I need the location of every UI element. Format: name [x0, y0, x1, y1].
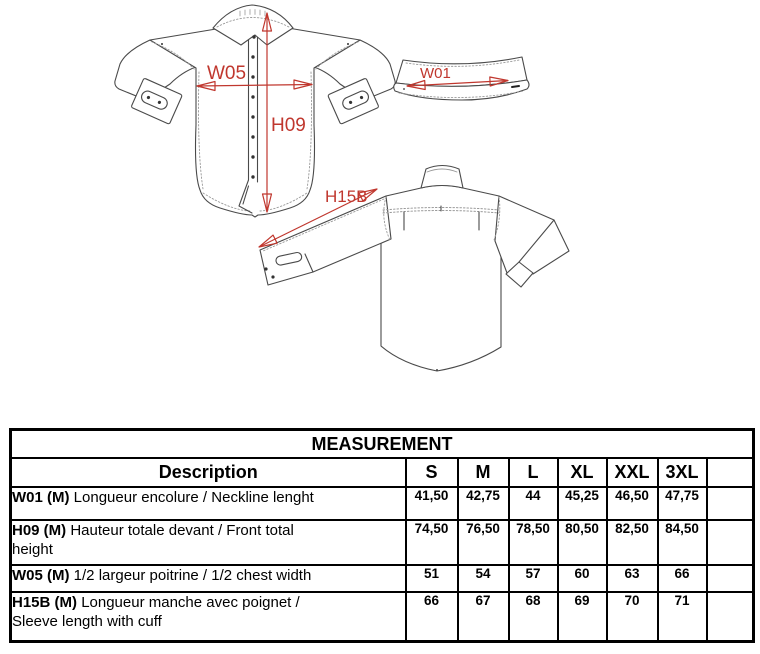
value-m: 67: [458, 592, 509, 642]
measure-code: H09 (M): [12, 522, 67, 539]
value-s: 74,50: [406, 520, 458, 565]
front-shoulder-mark-right: [347, 43, 349, 45]
value-m: 42,75: [458, 487, 509, 520]
col-header-m: M: [458, 458, 509, 487]
col-header-s: S: [406, 458, 458, 487]
measure-code: W05 (M): [12, 567, 70, 584]
col-header-l: L: [509, 458, 558, 487]
table-title-row: [11, 430, 754, 459]
collar-band-leaf: [396, 57, 527, 86]
row-description: [11, 487, 406, 520]
value-s: 41,50: [406, 487, 458, 520]
col-header-xl: XL: [558, 458, 607, 487]
table-header-row: [11, 458, 754, 487]
table-row-h09: [11, 520, 754, 565]
value-l: 44: [509, 487, 558, 520]
row-description: [11, 592, 406, 642]
front-shoulder-mark-left: [161, 43, 163, 45]
value-empty: [707, 520, 754, 565]
value-m: 54: [458, 565, 509, 592]
measure-desc: Longueur manche avec poignet /: [81, 594, 300, 611]
measure-desc-line2: Sleeve length with cuff: [12, 613, 162, 630]
measure-desc: 1/2 largeur poitrine / 1/2 chest width: [73, 567, 312, 584]
row-description: [11, 565, 406, 592]
value-xxl: 63: [607, 565, 658, 592]
table-row-w05: [11, 565, 754, 592]
back-right-sleeve: [495, 196, 569, 274]
value-s: 66: [406, 592, 458, 642]
measure-desc: Hauteur totale devant / Front total: [70, 522, 294, 539]
col-header-empty: [707, 458, 754, 487]
row-description: [11, 520, 406, 565]
measure-desc-line2: height: [12, 541, 53, 558]
back-body: [381, 186, 501, 372]
value-m: 76,50: [458, 520, 509, 565]
value-empty: [707, 592, 754, 642]
value-3xl: 66: [658, 565, 707, 592]
collar-band-buttonhole: [512, 86, 519, 87]
col-header-3xl: 3XL: [658, 458, 707, 487]
dim-label-w01: W01: [420, 65, 451, 82]
value-l: 57: [509, 565, 558, 592]
value-xxl: 46,50: [607, 487, 658, 520]
table-row-w01: [11, 487, 754, 520]
value-xxl: 82,50: [607, 520, 658, 565]
measurement-table: [9, 428, 755, 643]
value-empty: [707, 565, 754, 592]
value-3xl: 47,75: [658, 487, 707, 520]
value-xl: 69: [558, 592, 607, 642]
col-header-xxl: XXL: [607, 458, 658, 487]
dim-label-h09: H09: [271, 115, 306, 136]
value-s: 51: [406, 565, 458, 592]
dim-label-h15b: H15B: [325, 187, 368, 206]
table-row-h15b: [11, 592, 754, 642]
collar-band-view: [394, 57, 529, 100]
value-3xl: 84,50: [658, 520, 707, 565]
measure-desc: Longueur encolure / Neckline lenght: [73, 489, 314, 506]
value-l: 68: [509, 592, 558, 642]
value-xl: 80,50: [558, 520, 607, 565]
shirt-front-view: [115, 5, 395, 217]
measure-code: H15B (M): [12, 594, 78, 611]
value-xl: 45,25: [558, 487, 607, 520]
value-xxl: 70: [607, 592, 658, 642]
front-collar-button: [252, 35, 255, 38]
value-3xl: 71: [658, 592, 707, 642]
dim-label-w05: W05: [207, 63, 247, 84]
back-hem-notch: [436, 369, 438, 371]
measure-code: W01 (M): [12, 489, 70, 506]
value-l: 78,50: [509, 520, 558, 565]
value-xl: 60: [558, 565, 607, 592]
table-title: MEASUREMENT: [11, 430, 754, 459]
col-header-description: Description: [11, 458, 406, 487]
value-empty: [707, 487, 754, 520]
collar-band-dot: [403, 88, 405, 90]
